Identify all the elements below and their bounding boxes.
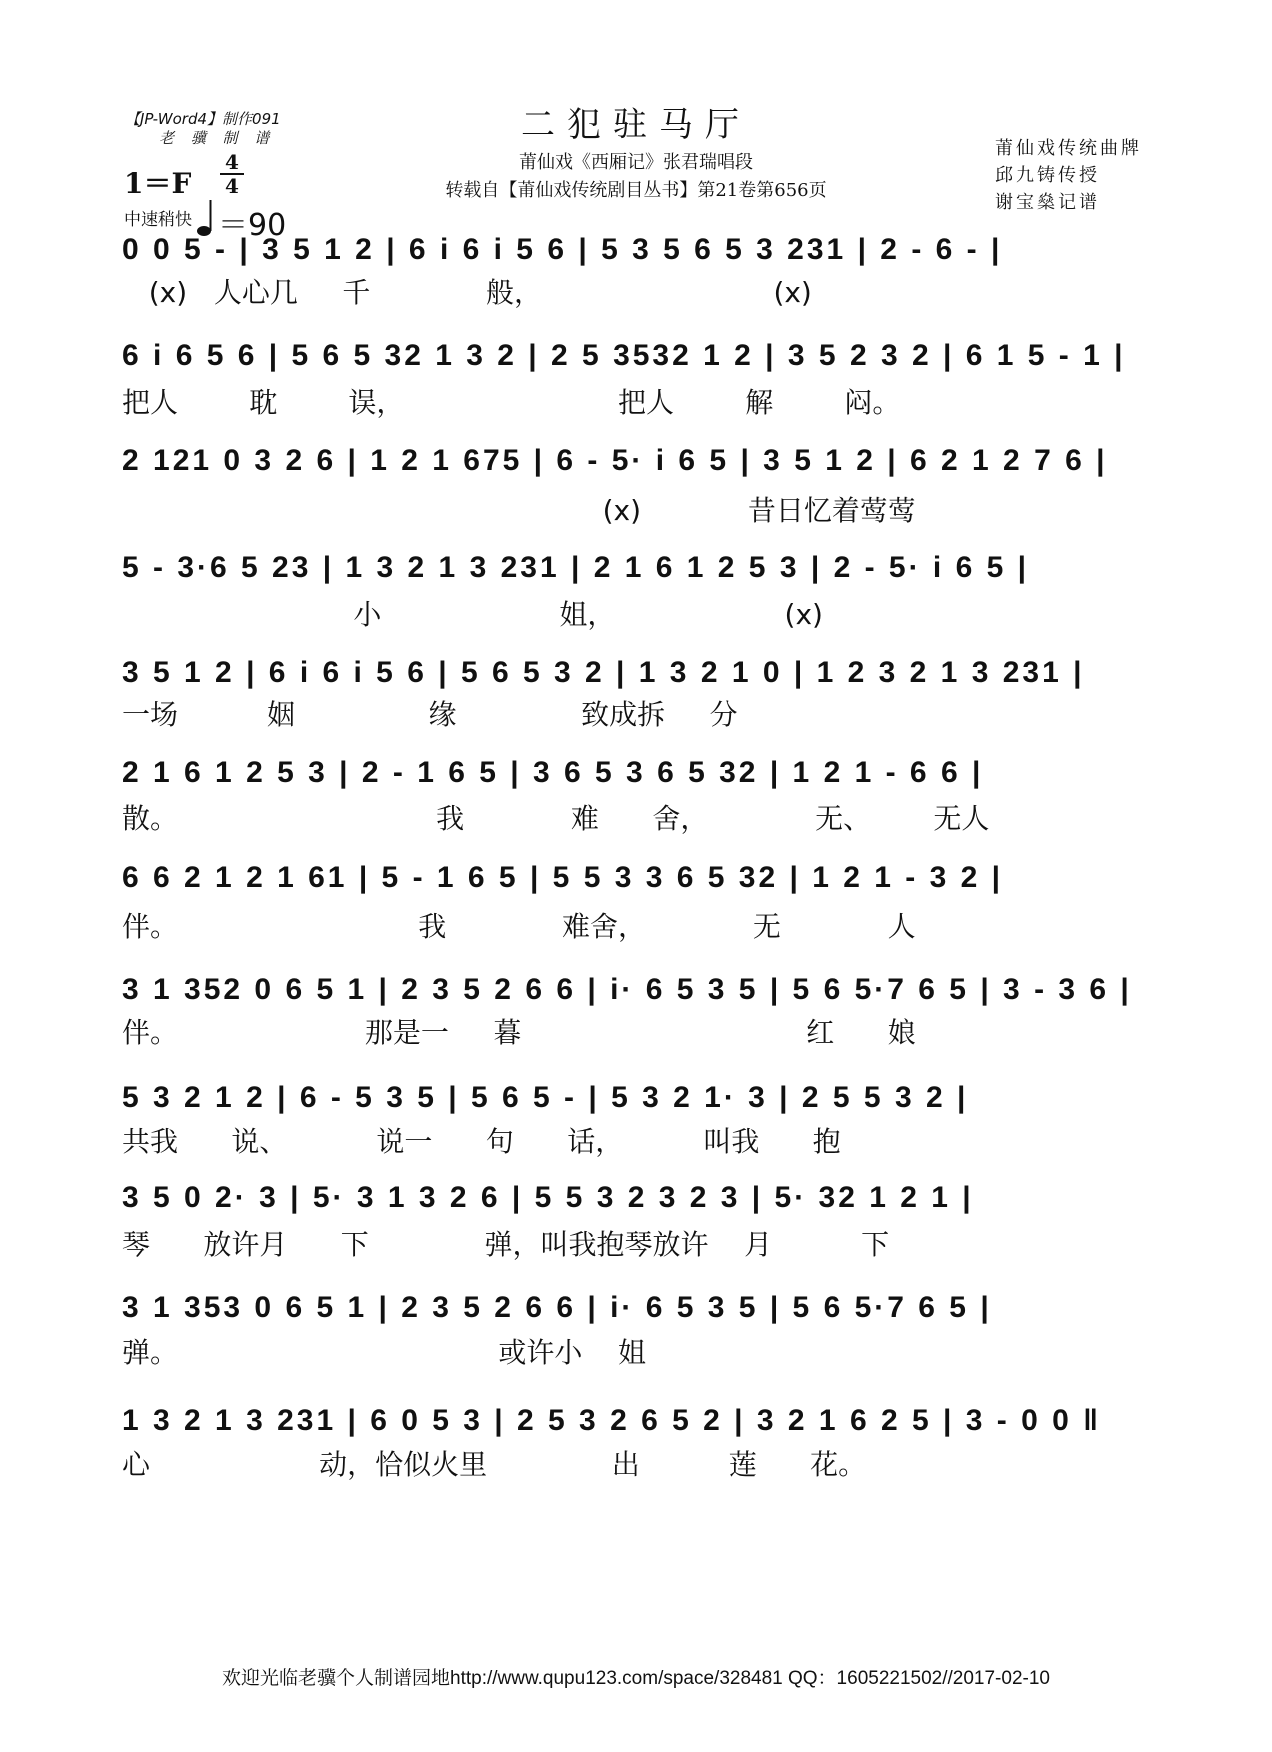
subtitle-source: 莆仙戏《西厢记》张君瑞唱段 [519, 152, 753, 173]
notation-line-2: 6 i 6 5 6 | 5 6 5 32 1 3 2 | 2 5 3532 1 2 | 3 5 2 3 2 | 6 1 5 - 1 | [122, 339, 1126, 372]
meter-top: 4 [225, 150, 239, 174]
notation-line-9: 5 3 2 1 2 | 6 - 5 3 5 | 5 6 5 - | 5 3 2 1· 3 | 2 5 5 3 2 | [122, 1081, 969, 1114]
tempo-text: 中速稍快 [124, 210, 192, 230]
maker-line-2: 老 骥 制 谱 [159, 129, 276, 147]
lyric-line-10: 琴 放许月 下 弹，叫我抱琴放许 月 下 [122, 1228, 890, 1261]
notation-line-1: 0 0 5 - | 3 5 1 2 | 6 i 6 i 5 6 | 5 3 5 6 5 3 231 | 2 - 6 - | [122, 233, 1003, 266]
notation-line-6: 2 1 6 1 2 5 3 | 2 - 1 6 5 | 3 6 5 3 6 5 32 | 1 2 1 - 6 6 | [122, 756, 984, 789]
lyric-line-6: 散。 我 难 舍， 无、 无人 [122, 802, 990, 835]
lyric-line-7: 伴。 我 难舍， 无 人 [122, 910, 916, 943]
credit-transcriber: 谢宝燊记谱 [995, 192, 1100, 213]
maker-line-1: 【JP-Word4】制作091 [125, 110, 281, 128]
credits-block [995, 135, 1142, 216]
notation-line-4: 5 - 3·6 5 23 | 1 3 2 1 3 231 | 2 1 6 1 2 5 3 | 2 - 5· i 6 5 | [122, 551, 1030, 584]
notation-line-7: 6 6 2 1 2 1 61 | 5 - 1 6 5 | 5 5 3 3 6 5 32 | 1 2 1 - 3 2 | [122, 861, 1004, 894]
credit-teacher: 邱九铸传授 [995, 165, 1100, 186]
lyric-line-11: 弹。 或许小 姐 [122, 1336, 647, 1369]
notation-line-8: 3 1 352 0 6 5 1 | 2 3 5 2 6 6 | i· 6 5 3 5 | 5 6 5·7 6 5 | 3 - 3 6 | [122, 973, 1132, 1006]
meter-bottom: 4 [225, 174, 239, 198]
subtitle-reference: 转载自【莆仙戏传统剧目丛书】第21卷第656页 [445, 180, 827, 201]
tempo-bpm: ＝90 [218, 208, 287, 243]
key-signature: 1＝F [124, 167, 192, 200]
footer-credit: 欢迎光临老骥个人制谱园地http://www.qupu123.com/space/328481 QQ：1605221502//2017-02-10 [222, 1668, 1050, 1689]
notation-line-12: 1 3 2 1 3 231 | 6 0 5 3 | 2 5 3 2 6 5 2 | 3 2 1 6 2 5 | 3 - 0 0 ‖ [122, 1404, 1102, 1437]
lyric-line-8: 伴。 那是一 暮 红 娘 [122, 1016, 916, 1049]
lyric-line-4: 小 姐， (x) [122, 598, 823, 631]
page-title: 二犯驻马厅 [521, 105, 751, 145]
lyric-line-1: (x) 人心几 千 般， (x) [122, 276, 812, 309]
lyric-line-5: 一场 姻 缘 致成拆 分 [122, 698, 738, 731]
notation-line-10: 3 5 0 2· 3 | 5· 3 1 3 2 6 | 5 5 3 2 3 2 3 | 5· 32 1 2 1 | [122, 1181, 974, 1214]
lyric-line-2: 把人 耽 误， 把人 解 闷。 [122, 386, 901, 419]
lyric-line-3: (x) 昔日忆着莺莺 [122, 494, 916, 527]
notation-line-3: 2 121 0 3 2 6 | 1 2 1 675 | 6 - 5· i 6 5 | 3 5 1 2 | 6 2 1 2 7 6 | [122, 444, 1108, 477]
credit-genre: 莆仙戏传统曲牌 [995, 138, 1142, 159]
lyric-line-9: 共我 说、 说一 句 话， 叫我 抱 [122, 1125, 841, 1158]
time-signature [220, 152, 244, 196]
lyric-line-12: 心 动，恰似火里 出 莲 花。 [122, 1448, 867, 1481]
notation-line-5: 3 5 1 2 | 6 i 6 i 5 6 | 5 6 5 3 2 | 1 3 2 1 0 | 1 2 3 2 1 3 231 | [122, 656, 1085, 689]
notation-line-11: 3 1 353 0 6 5 1 | 2 3 5 2 6 6 | i· 6 5 3 5 | 5 6 5·7 6 5 | [122, 1291, 992, 1324]
